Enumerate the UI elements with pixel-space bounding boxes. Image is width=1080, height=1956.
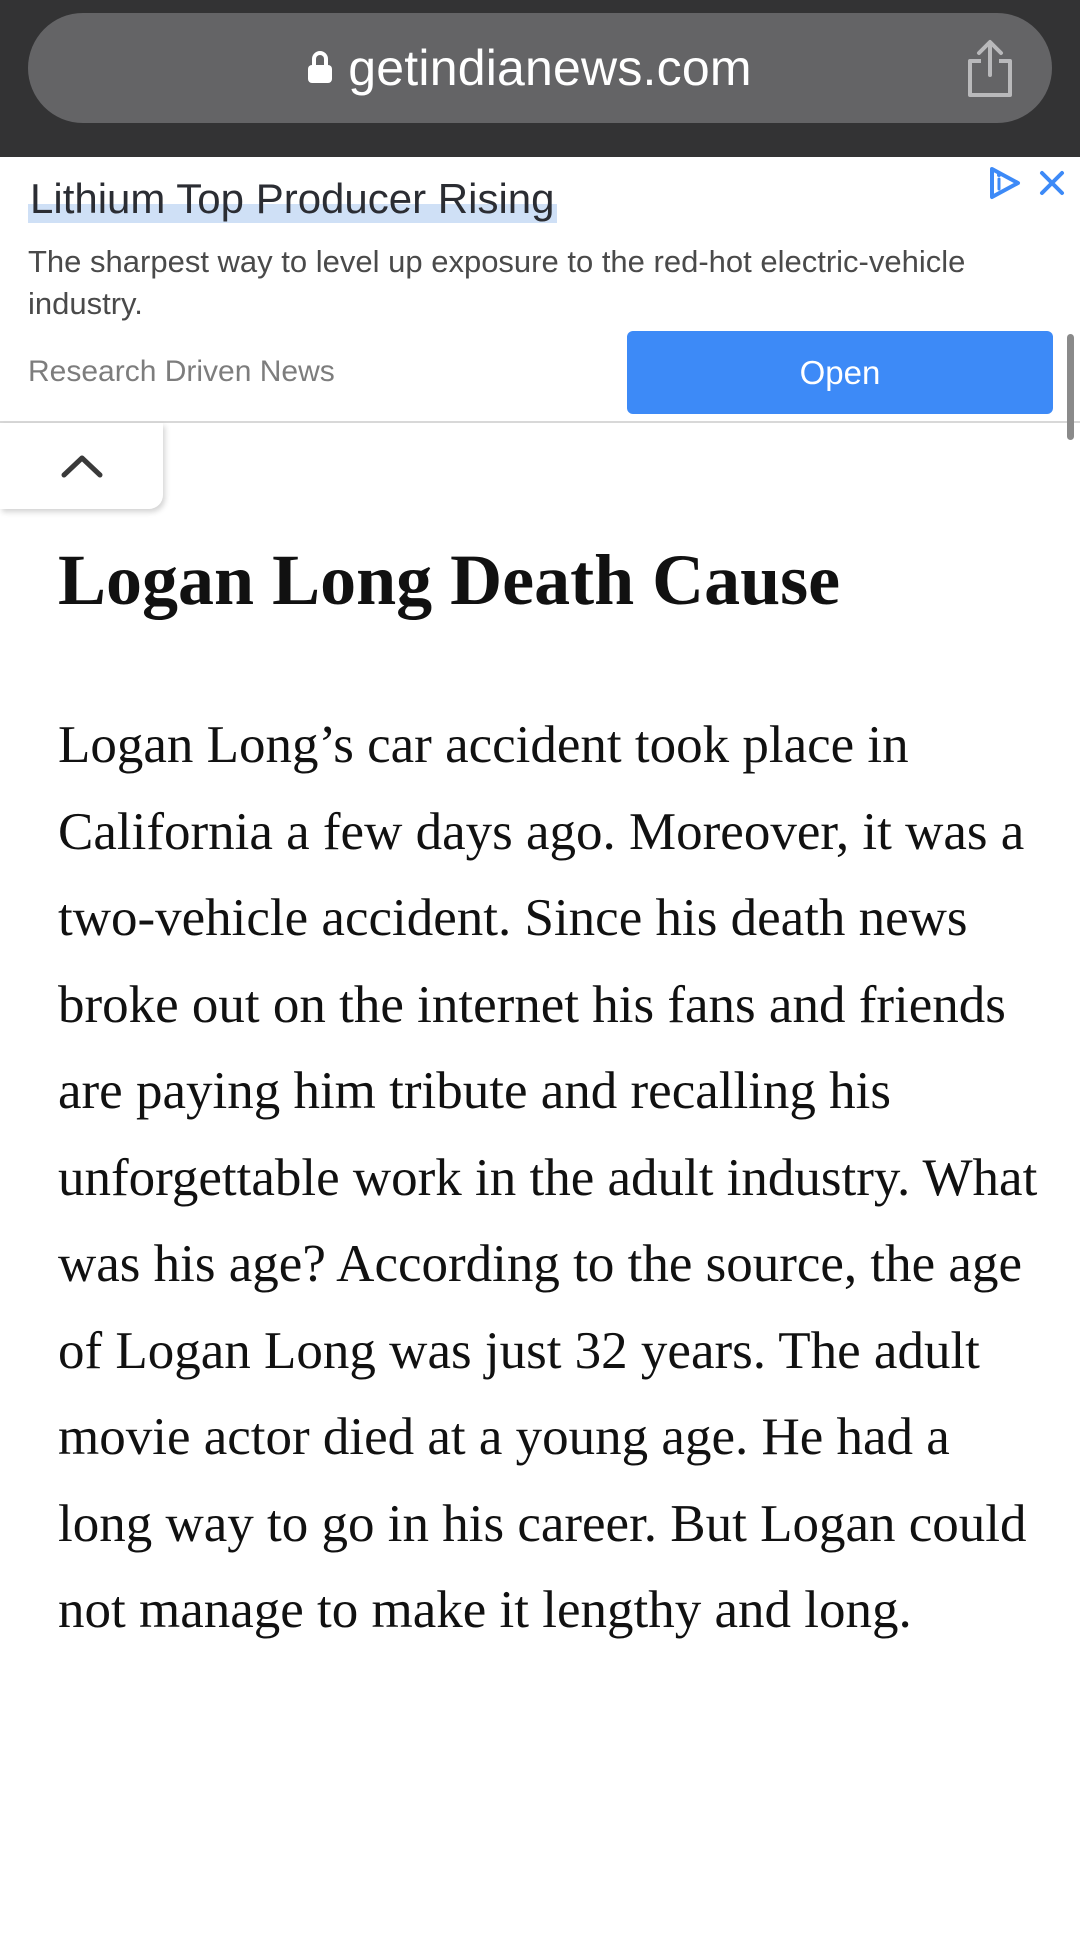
share-icon[interactable]: [962, 39, 1018, 99]
browser-top-bar: [0, 0, 1080, 157]
article-body: Logan Long’s car accident took place in California a few days ago. Moreover, it was a two-vehicle accident. Since his death news broke out on the internet his fans and friends are paying him tribute and recalling his unforgettable work in the adult industry. What was his age? According to the source, the age of Logan Long was just 32 years. The adult movie actor died at a young age. He had a long way to go in his career. But Logan could not manage to make it lengthy and long.: [58, 716, 1038, 1639]
adchoices-icon[interactable]: [986, 165, 1022, 201]
article-heading: Logan Long Death Cause: [58, 540, 841, 620]
ad-banner[interactable]: [0, 157, 1080, 423]
chevron-up-icon: [58, 451, 106, 481]
close-icon[interactable]: [1034, 165, 1070, 201]
lock-icon: [308, 57, 332, 85]
address-bar[interactable]: [28, 13, 1052, 123]
scroll-indicator: [1067, 334, 1074, 440]
ad-collapse-button[interactable]: [0, 423, 163, 509]
ad-title[interactable]: Lithium Top Producer Rising: [30, 175, 555, 222]
address-bar-content: [28, 13, 1052, 123]
url-text: getindianews.com: [348, 40, 752, 96]
article: [58, 530, 1048, 1654]
ad-source: Research Driven News: [28, 355, 335, 388]
ad-open-button[interactable]: Open: [627, 331, 1053, 414]
ad-description: The sharpest way to level up exposure to the red-hot electric-vehicle industry.: [28, 244, 966, 321]
